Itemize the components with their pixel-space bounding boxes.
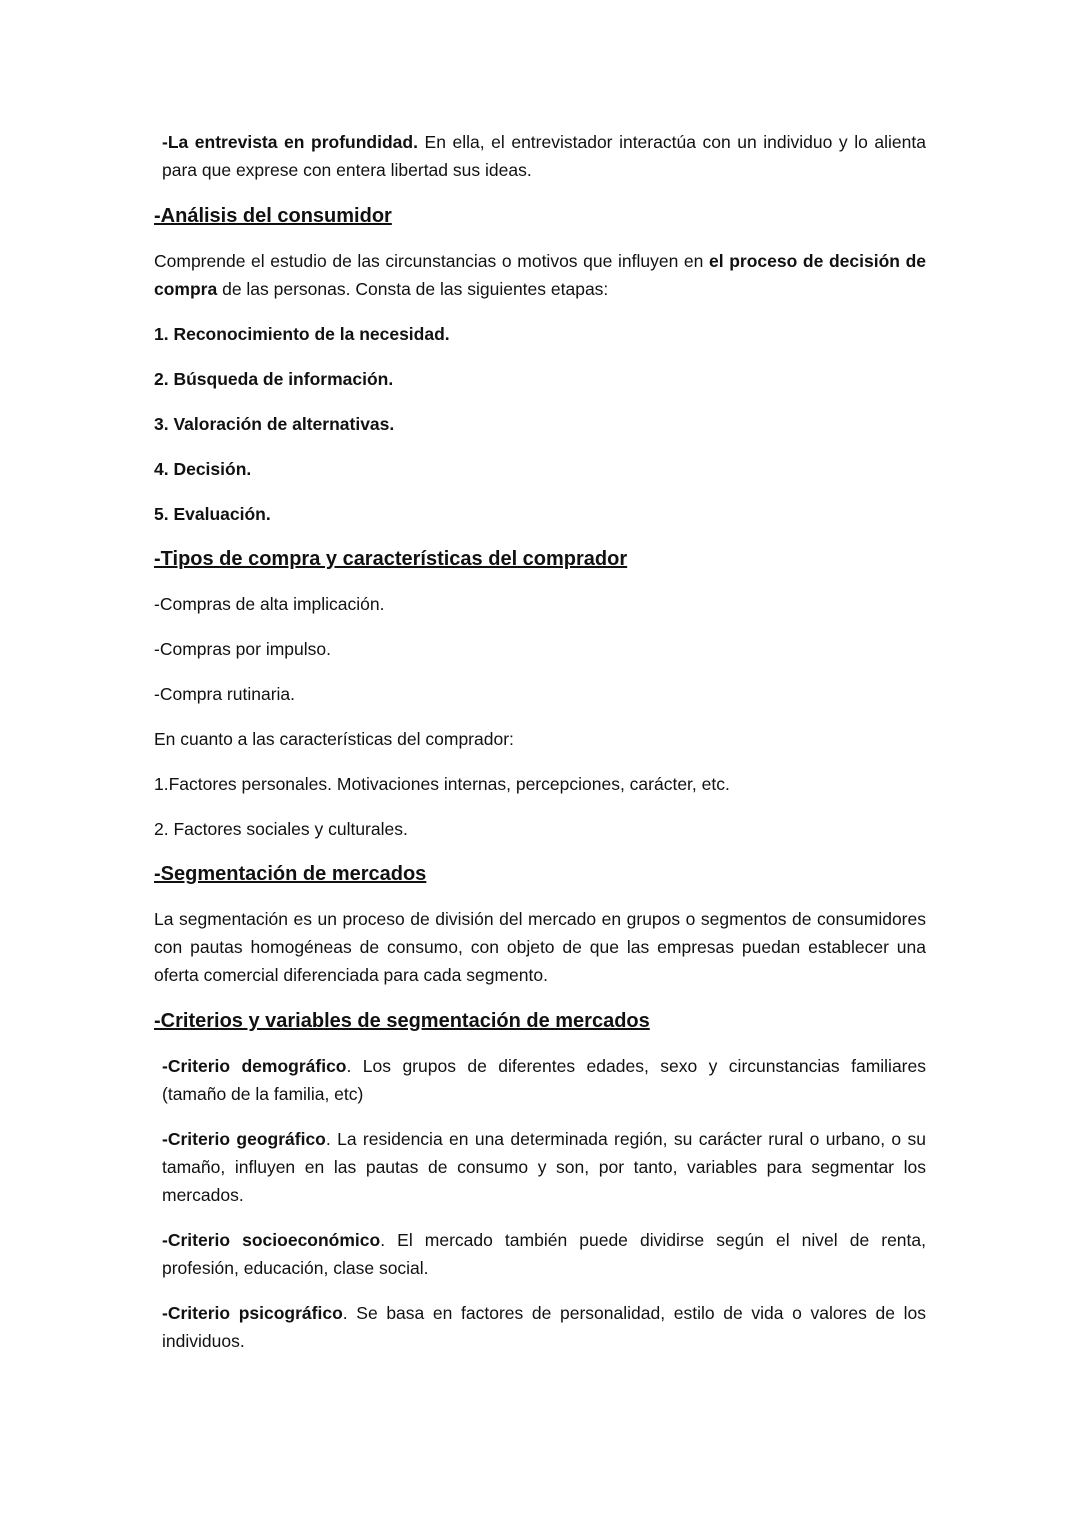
intro-lead: -La entrevista en profundidad.: [162, 132, 418, 152]
heading-segmentacion: -Segmentación de mercados: [154, 863, 427, 885]
criterio-text: . Los grupos de diferentes edades, sexo y circunstancias familiares (tamaño de la familia, etc): [162, 1056, 926, 1104]
criterio-label: -Criterio psicográfico: [162, 1303, 343, 1323]
step-item: [154, 455, 926, 483]
tipo-item: -Compra rutinaria.: [154, 684, 296, 704]
criterio-label: -Criterio demográfico: [162, 1056, 347, 1076]
analisis-paragraph: [154, 247, 926, 303]
criterio-item: [154, 1052, 926, 1108]
step-item: [154, 410, 926, 438]
tipo-item: -Compras por impulso.: [154, 639, 331, 659]
criterio-text: . El mercado también puede dividirse según el nivel de renta, profesión, educación, clase social.: [162, 1230, 926, 1278]
criterio-label: -Criterio geográfico: [162, 1129, 326, 1149]
criterio-item: [154, 1226, 926, 1282]
step-label: 2. Búsqueda de información.: [154, 369, 394, 389]
criterio-item: [154, 1299, 926, 1355]
tipos-intro: En cuanto a las características del comprador:: [154, 729, 514, 749]
step-label: 4. Decisión.: [154, 459, 252, 479]
criterio-label: -Criterio socioeconómico: [162, 1230, 381, 1250]
heading-tipos: -Tipos de compra y características del comprador: [154, 548, 628, 570]
step-label: 1. Reconocimiento de la necesidad.: [154, 324, 450, 344]
criterio-text: . Se basa en factores de personalidad, estilo de vida o valores de los individuos.: [162, 1303, 926, 1351]
tipo-item: -Compras de alta implicación.: [154, 594, 385, 614]
factor-item: 1.Factores personales. Motivaciones internas, percepciones, carácter, etc.: [154, 774, 730, 794]
factor-item: 2. Factores sociales y culturales.: [154, 819, 408, 839]
document-page: [154, 128, 926, 1355]
segmentacion-paragraph: La segmentación es un proceso de división del mercado en grupos o segmentos de consumidores con pautas homogéneas de consumo, con objeto de que las empresas puedan establecer una oferta comercial diferenciada para cada segmento.: [154, 909, 926, 985]
criterio-item: [154, 1125, 926, 1209]
step-item: [154, 500, 926, 528]
step-label: 3. Valoración de alternativas.: [154, 414, 395, 434]
heading-analisis: -Análisis del consumidor: [154, 205, 392, 227]
analisis-text-pre: Comprende el estudio de las circunstancias o motivos que influyen en: [154, 251, 710, 271]
analisis-text-post: de las personas. Consta de las siguientes etapas:: [217, 279, 609, 299]
criterio-text: . La residencia en una determinada región, su carácter rural o urbano, o su tamaño, influyen en las pautas de consumo y son, por tanto, variables para segmentar los mercados.: [162, 1129, 926, 1205]
intro-text: En ella, el entrevistador interactúa con un individuo y lo alienta para que exprese con entera libertad sus ideas.: [162, 132, 926, 180]
intro-paragraph: [154, 128, 926, 184]
step-item: [154, 365, 926, 393]
analisis-text-bold: el proceso de decisión de compra: [154, 251, 926, 299]
step-item: [154, 320, 926, 348]
heading-criterios: -Criterios y variables de segmentación de mercados: [154, 1010, 650, 1032]
step-label: 5. Evaluación.: [154, 504, 271, 524]
